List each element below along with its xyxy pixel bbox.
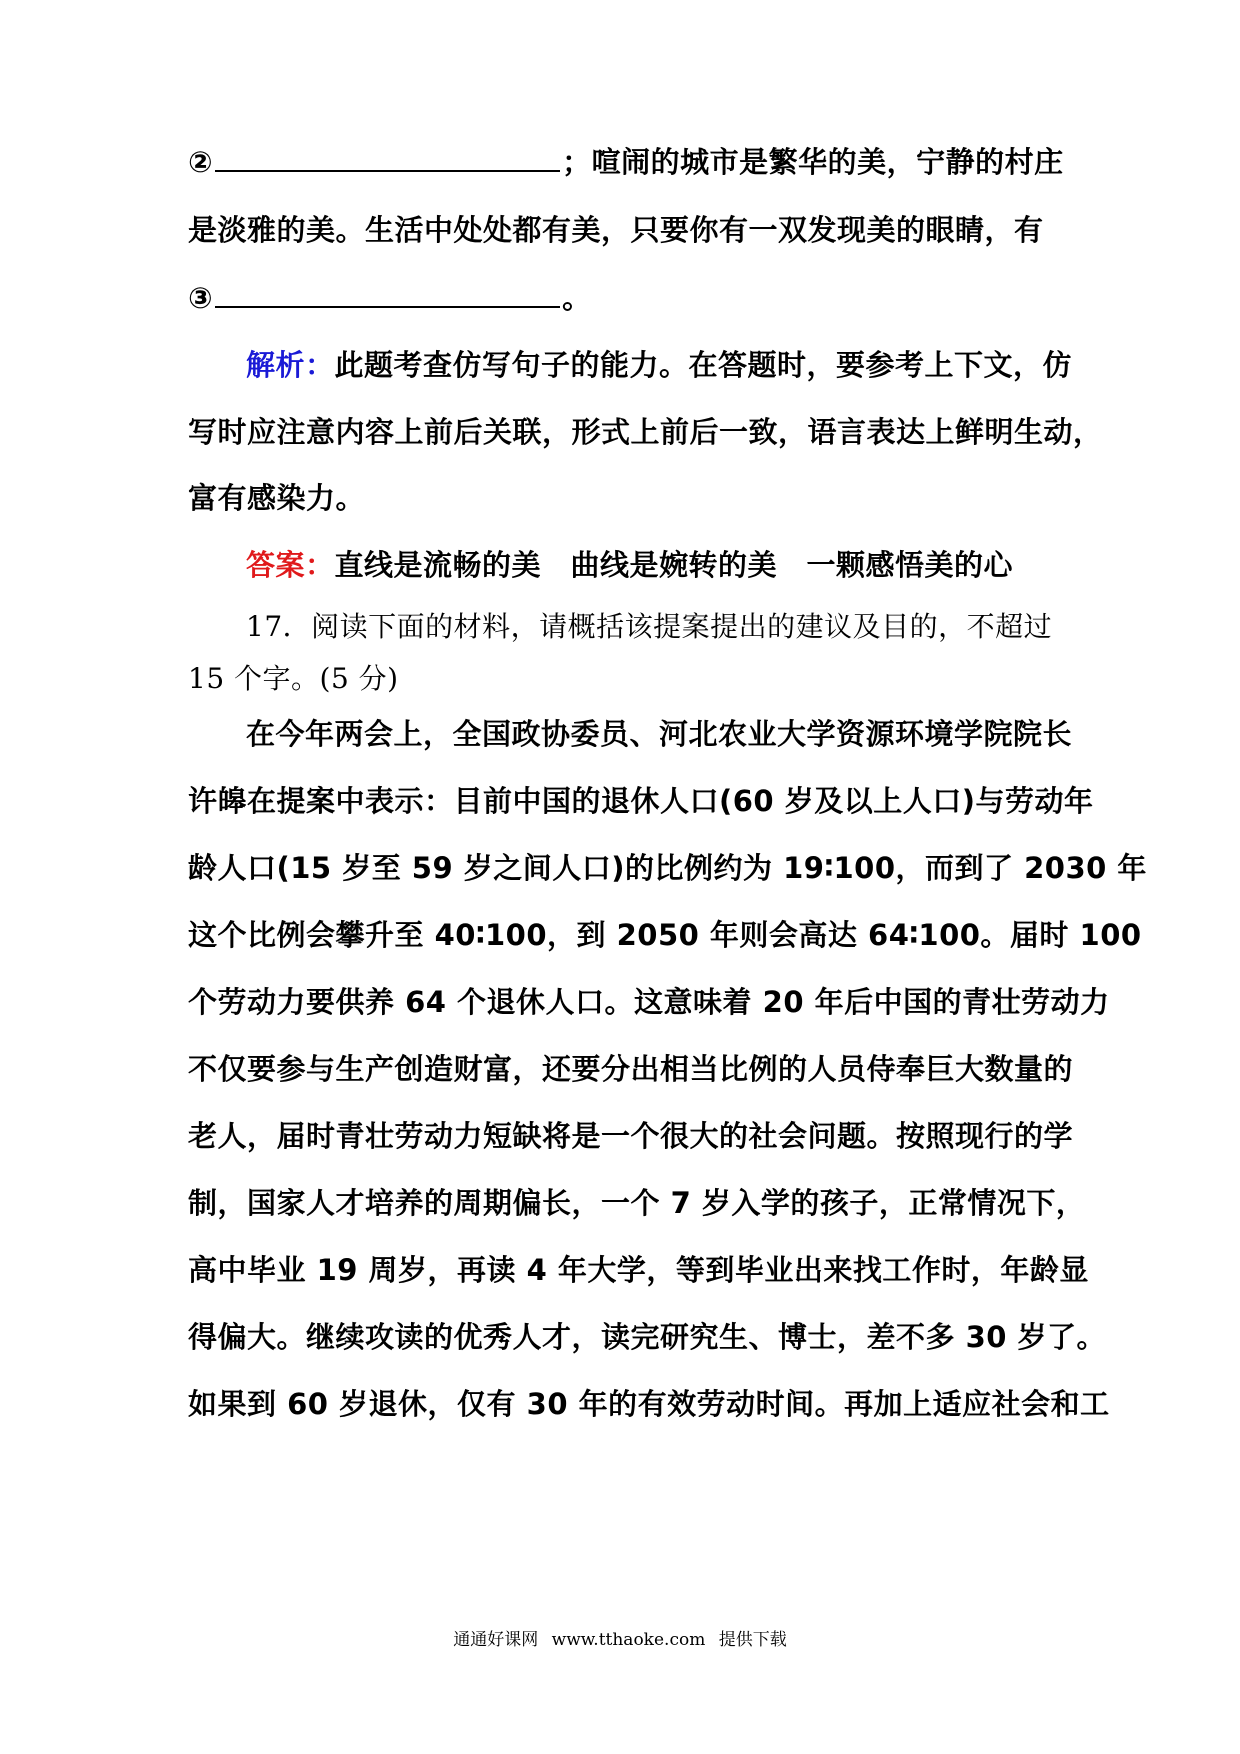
- analysis-line-3: 富有感染力。: [188, 481, 366, 515]
- material-line: 制，国家人才培养的周期偏长，一个 7 岁入学的孩子，正常情况下，: [188, 1186, 1086, 1220]
- answer-text: 直线是流畅的美 曲线是婉转的美 一颗感悟美的心: [334, 548, 1014, 582]
- material-line: 如果到 60 岁退休，仅有 30 年的有效劳动时间。再加上适应社会和工: [188, 1387, 1110, 1421]
- material-line: 个劳动力要供养 64 个退休人口。这意味着 20 年后中国的青壮劳动力: [188, 985, 1110, 1019]
- footer-suffix: 提供下载: [718, 1630, 787, 1650]
- answer-blank-2: [215, 146, 560, 172]
- question-17-line-1: 17．阅读下面的材料，请概括该提案提出的建议及目的，不超过: [246, 610, 1053, 643]
- analysis-text-1: 此题考查仿写句子的能力。在答题时，要参考上下文，仿: [334, 348, 1073, 382]
- continuation-line-1: [188, 140, 1064, 181]
- continuation-text-3: 。: [562, 281, 592, 315]
- material-line: 老人，届时青壮劳动力短缺将是一个很大的社会问题。按照现行的学: [188, 1119, 1074, 1153]
- material-line: 在今年两会上，全国政协委员、河北农业大学资源环境学院院长: [246, 717, 1073, 751]
- question-17-line-2: 15 个字。(5 分): [188, 662, 399, 695]
- material-line: 这个比例会攀升至 40∶100，到 2050 年则会高达 64∶100。届时 100: [188, 918, 1142, 952]
- circled-number-2: ②: [188, 145, 214, 179]
- material-line: 不仅要参与生产创造财富，还要分出相当比例的人员侍奉巨大数量的: [188, 1052, 1074, 1086]
- circled-number-3: ③: [188, 281, 214, 315]
- continuation-line-3: [188, 276, 592, 317]
- continuation-text-1: ；喧闹的城市是繁华的美，宁静的村庄: [562, 145, 1064, 179]
- analysis-label: 解析：: [246, 348, 335, 382]
- page-footer: [0, 1625, 1240, 1650]
- footer-site-name: 通通好课网: [453, 1630, 539, 1650]
- material-line: 许皞在提案中表示：目前中国的退休人口(60 岁及以上人口)与劳动年: [188, 784, 1094, 818]
- continuation-line-2: 是淡雅的美。生活中处处都有美，只要你有一双发现美的眼睛，有: [188, 213, 1044, 247]
- material-line: 龄人口(15 岁至 59 岁之间人口)的比例约为 19∶100，而到了 2030 年: [188, 851, 1147, 885]
- analysis-line-2: 写时应注意内容上前后关联，形式上前后一致，语言表达上鲜明生动，: [188, 415, 1103, 449]
- answer-blank-3: [215, 282, 560, 308]
- footer-url-link[interactable]: www.tthaoke.com: [551, 1630, 706, 1650]
- material-line: 得偏大。继续攻读的优秀人才，读完研究生、博士，差不多 30 岁了。: [188, 1320, 1107, 1354]
- answer-line: [246, 543, 1013, 584]
- material-line: 高中毕业 19 周岁，再读 4 年大学，等到毕业出来找工作时，年龄显: [188, 1253, 1089, 1287]
- answer-label: 答案：: [246, 548, 335, 582]
- analysis-line-1: [246, 343, 1072, 384]
